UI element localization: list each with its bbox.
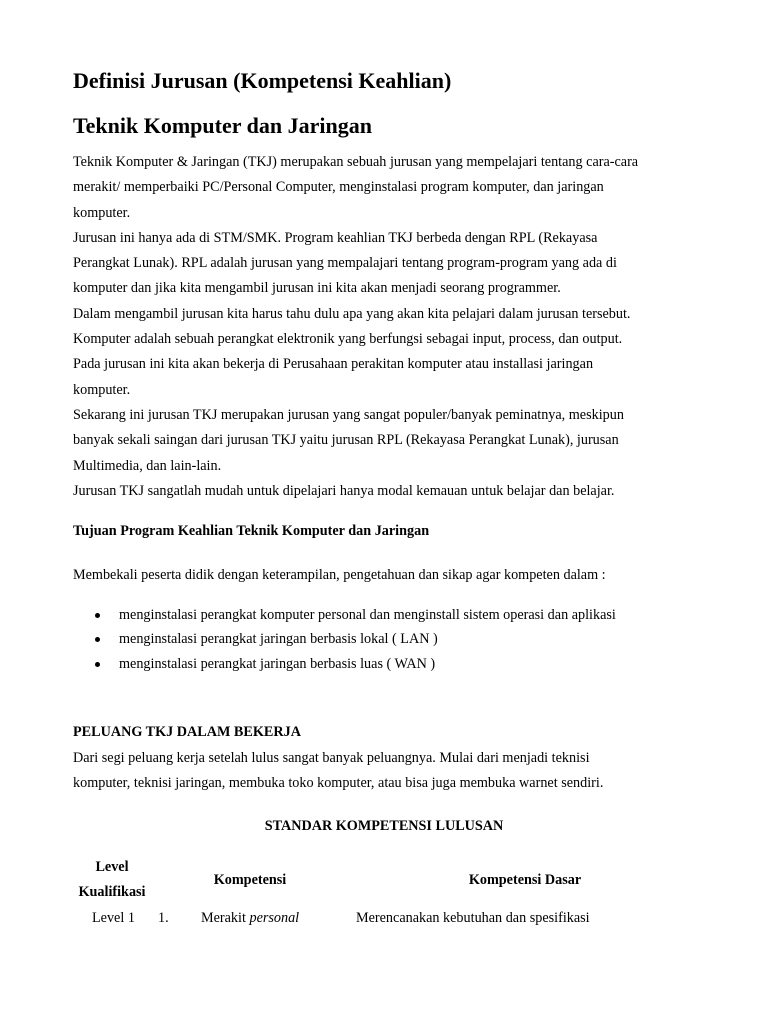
intro-line: Sekarang ini jurusan TKJ merupakan jurusan yang sangat populer/banyak peminatnya, meskipun <box>73 406 624 423</box>
kompetensi-plain-text: Merakit <box>201 910 250 926</box>
standar-heading: STANDAR KOMPETENSI LULUSAN <box>264 818 504 834</box>
kompetensi-italic-text: personal <box>249 910 300 926</box>
peluang-paragraph <box>73 746 713 797</box>
peluang-line: Dari segi peluang kerja setelah lulus sangat banyak peluangnya. Mulai dari menjadi teknisi <box>73 750 590 766</box>
header-kompetensi: Kompetensi <box>213 872 287 888</box>
bullet-icon <box>95 613 100 618</box>
intro-line: Perangkat Lunak). RPL adalah jurusan yang mempalajari tentang program-program yang ada di <box>73 255 617 272</box>
intro-paragraph <box>73 150 713 504</box>
intro-line: merakit/ memperbaiki PC/Personal Computer, menginstalasi program komputer, dan jaringan <box>73 179 604 196</box>
peluang-heading: PELUANG TKJ DALAM BEKERJA <box>73 724 301 740</box>
intro-line: banyak sekali saingan dari jurusan TKJ yaitu jurusan RPL (Rekayasa Perangkat Lunak), jurusan <box>73 432 619 449</box>
list-item-text: menginstalasi perangkat komputer personal dan menginstall sistem operasi dan aplikasi <box>119 607 616 623</box>
list-item-text: menginstalasi perangkat jaringan berbasis lokal ( LAN ) <box>119 631 438 647</box>
intro-line: komputer. <box>73 381 131 398</box>
header-kompetensi-dasar: Kompetensi Dasar <box>468 872 582 888</box>
bullet-icon <box>95 662 100 667</box>
document-subtitle: Teknik Komputer dan Jaringan <box>73 113 372 138</box>
intro-line: Multimedia, dan lain-lain. <box>73 457 222 474</box>
intro-line: Teknik Komputer & Jaringan (TKJ) merupakan sebuah jurusan yang mempelajari tentang cara-cara <box>73 154 639 170</box>
intro-line: Pada jurusan ini kita akan bekerja di Perusahaan perakitan komputer atau installasi jaringan <box>73 356 594 373</box>
header-level-line2: Kualifikasi <box>78 884 146 900</box>
peluang-line: komputer, teknisi jaringan, membuka toko komputer, atau bisa juga membuka warnet sendiri. <box>73 775 604 792</box>
intro-line: komputer. <box>73 204 131 221</box>
table-cell-kompetensi <box>201 908 299 928</box>
list-item-text: menginstalasi perangkat jaringan berbasis luas ( WAN ) <box>119 656 436 672</box>
table-cell-kompetensi-dasar: Merencanakan kebutuhan dan spesifikasi <box>356 910 590 926</box>
tujuan-text: Membekali peserta didik dengan keterampilan, pengetahuan dan sikap agar kompeten dalam : <box>73 567 606 583</box>
intro-line: Komputer adalah sebuah perangkat elektronik yang berfungsi sebagai input, process, dan output. <box>73 331 623 348</box>
intro-line: komputer dan jika kita mengambil jurusan ini kita akan menjadi seorang programmer. <box>73 280 561 297</box>
table-cell-level: Level 1 <box>92 910 135 926</box>
tujuan-heading: Tujuan Program Keahlian Teknik Komputer dan Jaringan <box>73 523 430 539</box>
bullet-icon <box>95 637 100 642</box>
intro-line: Jurusan ini hanya ada di STM/SMK. Program keahlian TKJ berbeda dengan RPL (Rekayasa <box>73 229 598 246</box>
document-title: Definisi Jurusan (Kompetensi Keahlian) <box>73 68 452 93</box>
header-level-line1: Level <box>95 859 129 875</box>
table-cell-number: 1. <box>158 910 169 926</box>
intro-line: Dalam mengambil jurusan kita harus tahu dulu apa yang akan kita pelajari dalam jurusan tersebut. <box>73 305 631 322</box>
intro-line: Jurusan TKJ sangatlah mudah untuk dipelajari hanya modal kemauan untuk belajar dan belajar. <box>73 482 615 499</box>
